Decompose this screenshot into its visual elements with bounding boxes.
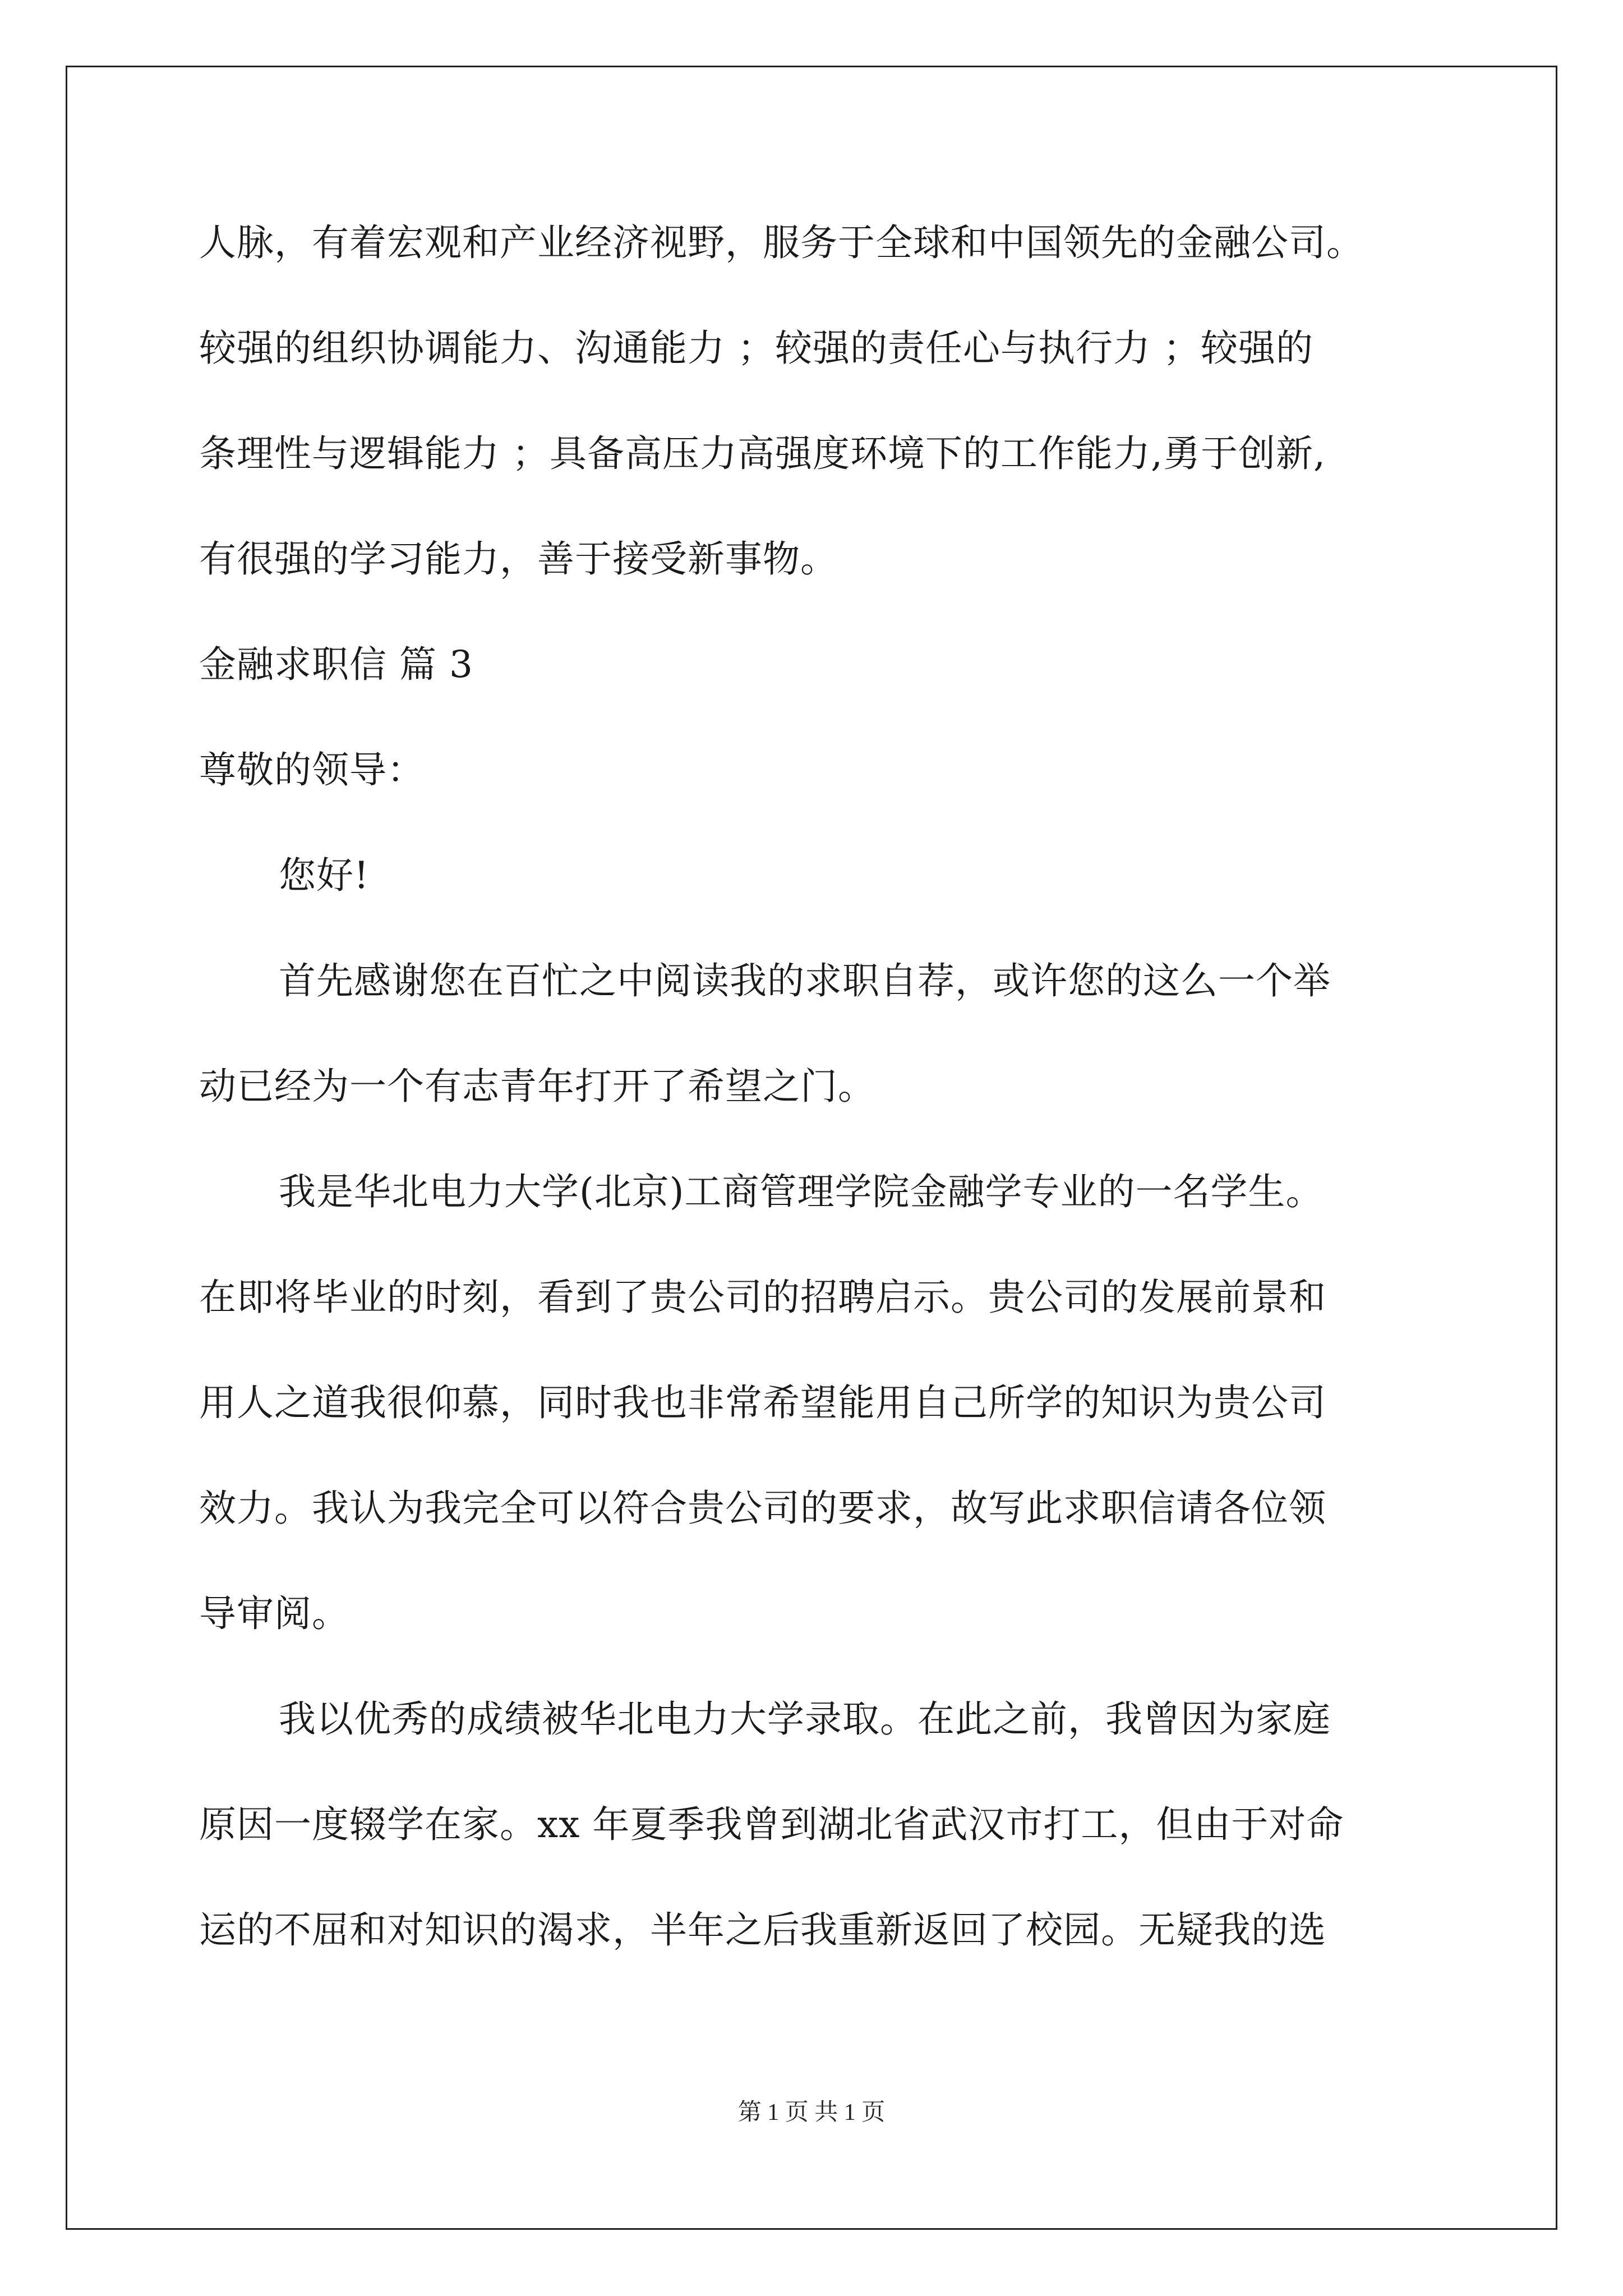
page-number: 第 1 页 共 1 页 bbox=[737, 2100, 886, 2125]
body-line: 有很强的学习能力，善于接受新事物。 bbox=[199, 537, 838, 581]
body-line: 较强的组织协调能力、沟通能力 ；较强的责任心与执行力 ；较强的 bbox=[199, 326, 1313, 370]
body-line: 原因一度辍学在家。xx 年夏季我曾到湖北省武汉市打工，但由于对命 bbox=[199, 1803, 1344, 1846]
document-body bbox=[199, 201, 1461, 1994]
body-line: 条理性与逻辑能力 ；具备高压力高强度环境下的工作能力,勇于创新, bbox=[199, 432, 1326, 475]
body-line: 效力。我认为我完全可以符合贵公司的要求，故写此求职信请各位领 bbox=[199, 1487, 1326, 1530]
salutation: 尊敬的领导： bbox=[199, 748, 425, 792]
body-line: 动已经为一个有志青年打开了希望之门。 bbox=[199, 1065, 875, 1108]
body-line: 首先感谢您在百忙之中阅读我的求职自荐，或许您的这么一个举 bbox=[279, 959, 1331, 1002]
body-line: 用人之道我很仰慕，同时我也非常希望能用自己所学的知识为贵公司 bbox=[199, 1381, 1326, 1424]
greeting: 您好! bbox=[279, 854, 370, 897]
body-line: 在即将毕业的时刻，看到了贵公司的招聘启示。贵公司的发展前景和 bbox=[199, 1276, 1326, 1319]
body-line: 人脉，有着宏观和产业经济视野，服务于全球和中国领先的金融公司。 bbox=[199, 221, 1364, 264]
body-line: 我是华北电力大学(北京)工商管理学院金融学专业的一名学生。 bbox=[279, 1170, 1324, 1213]
body-line: 导审阅。 bbox=[199, 1592, 349, 1635]
section-heading: 金融求职信 篇 3 bbox=[199, 643, 473, 686]
body-line: 运的不屈和对知识的渴求，半年之后我重新返回了校园。无疑我的选 bbox=[199, 1908, 1326, 1952]
body-line: 我以优秀的成绩被华北电力大学录取。在此之前，我曾因为家庭 bbox=[279, 1697, 1331, 1741]
